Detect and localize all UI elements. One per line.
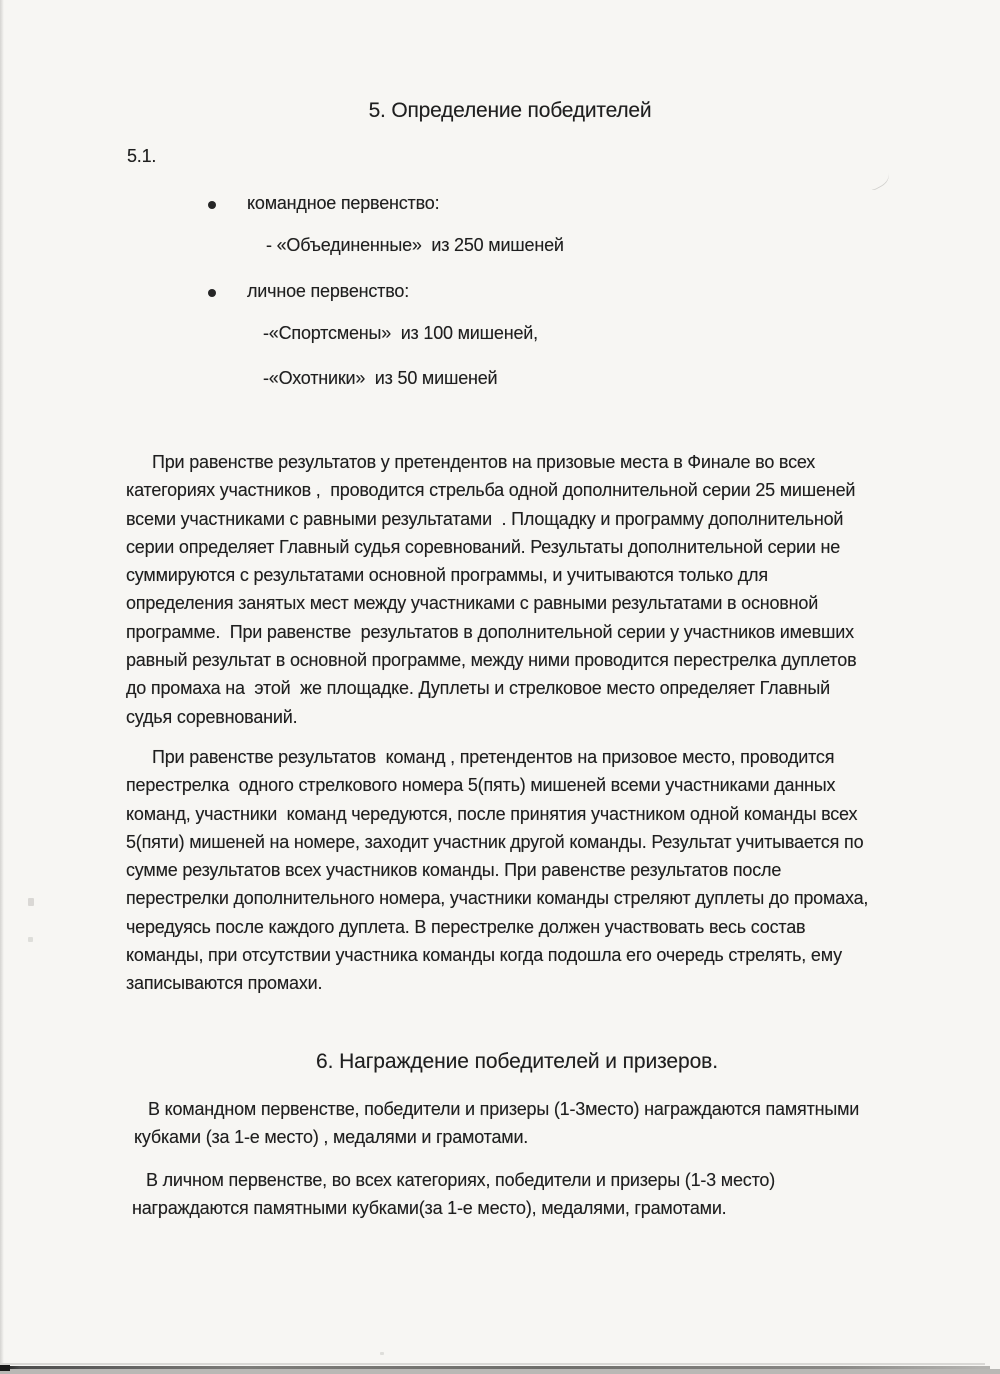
bullet-label-team-championship: командное первенство:	[247, 193, 440, 213]
text-line: перестрелки дополнительного номера, участники команды стреляют дуплеты до промаха,	[126, 888, 869, 909]
scan-left-edge-shadow	[0, 0, 4, 1374]
text-line: При равенстве результатов команд , претендентов на призовое место, проводится	[152, 747, 835, 767]
bullet-icon	[208, 201, 216, 209]
text-line: команды, при отсутствии участника команды когда подошла его очередь стрелять, ему	[126, 945, 842, 966]
text-line: категориях участников , проводится стрельба одной дополнительной серии 25 мишеней	[126, 480, 856, 501]
text-line: награждаются памятными кубками(за 1-е место), медалями, грамотами.	[132, 1198, 727, 1219]
bullet-icon	[208, 289, 216, 297]
text-line: до промаха на этой же площадке. Дуплеты и стрелковое место определяет Главный	[126, 678, 830, 699]
scan-artifact-speck	[28, 898, 34, 906]
paragraph-individual-awards	[132, 1166, 932, 1223]
text-line: программе. При равенстве результатов в дополнительной серии у участников имевших	[126, 621, 854, 642]
scan-bottom-edge-shadow	[0, 1362, 1000, 1374]
text-line: кубками (за 1-е место) , медалями и грамотами.	[134, 1127, 529, 1148]
bullet-label-individual-championship: личное первенство:	[247, 281, 409, 301]
scan-artifact-squiggle	[866, 168, 892, 192]
paragraph-team-awards	[134, 1095, 934, 1152]
subitem-sportsmen-targets: -«Спортсмены» из 100 мишеней,	[263, 323, 538, 343]
text-line: чередуясь после каждого дуплета. В перестрелке должен участвовать весь состав	[126, 916, 806, 937]
text-line: В командном первенстве, победители и призеры (1-3место) награждаются памятными	[148, 1099, 860, 1119]
scan-bottom-band	[0, 1369, 1000, 1374]
text-line: всеми участниками с равными результатами . Площадку и программу дополнительной	[126, 508, 844, 529]
text-line: судья соревнований.	[126, 706, 298, 727]
text-line: 5(пяти) мишеней на номере, заходит участник другой команды. Результат учитывается по	[126, 831, 864, 852]
scan-artifact-speck	[380, 1352, 384, 1355]
text-line: записываются промахи.	[126, 973, 323, 994]
text-line: сумме результатов всех участников команды. При равенстве результатов после	[126, 860, 782, 881]
text-line: суммируются с результатами основной программы, и учитываются только для	[126, 565, 768, 586]
text-line: равный результат в основной программе, между ними проводится перестрелка дуплетов	[126, 650, 857, 671]
clause-number-5-1: 5.1.	[127, 146, 157, 166]
scan-corner-blob	[0, 1365, 10, 1371]
text-line: определения занятых мест между участниками с равными результатами в основной	[126, 593, 819, 614]
text-line: В личном первенстве, во всех категориях, победители и призеры (1-3 место)	[146, 1170, 776, 1190]
paragraph-tie-individual	[126, 448, 926, 731]
text-line: перестрелка одного стрелкового номера 5(пять) мишеней всеми участниками данных	[126, 775, 836, 796]
scan-artifact-speck	[28, 937, 33, 942]
subitem-hunters-targets: -«Охотники» из 50 мишеней	[263, 368, 498, 388]
text-line: серии определяет Главный судья соревнований. Результаты дополнительной серии не	[126, 536, 841, 557]
section5-title: 5. Определение победителей	[368, 99, 652, 122]
paragraph-tie-teams	[126, 743, 926, 998]
subitem-united-targets: - «Объединенные» из 250 мишеней	[266, 235, 564, 255]
section6-title: 6. Награждение победителей и призеров.	[316, 1050, 718, 1073]
scan-bottom-line-light	[0, 1363, 985, 1365]
text-line: При равенстве результатов у претендентов на призовые места в Финале во всех	[152, 452, 816, 472]
text-line: команд, участники команд чередуются, после принятия участником одной команды всех	[126, 803, 858, 824]
